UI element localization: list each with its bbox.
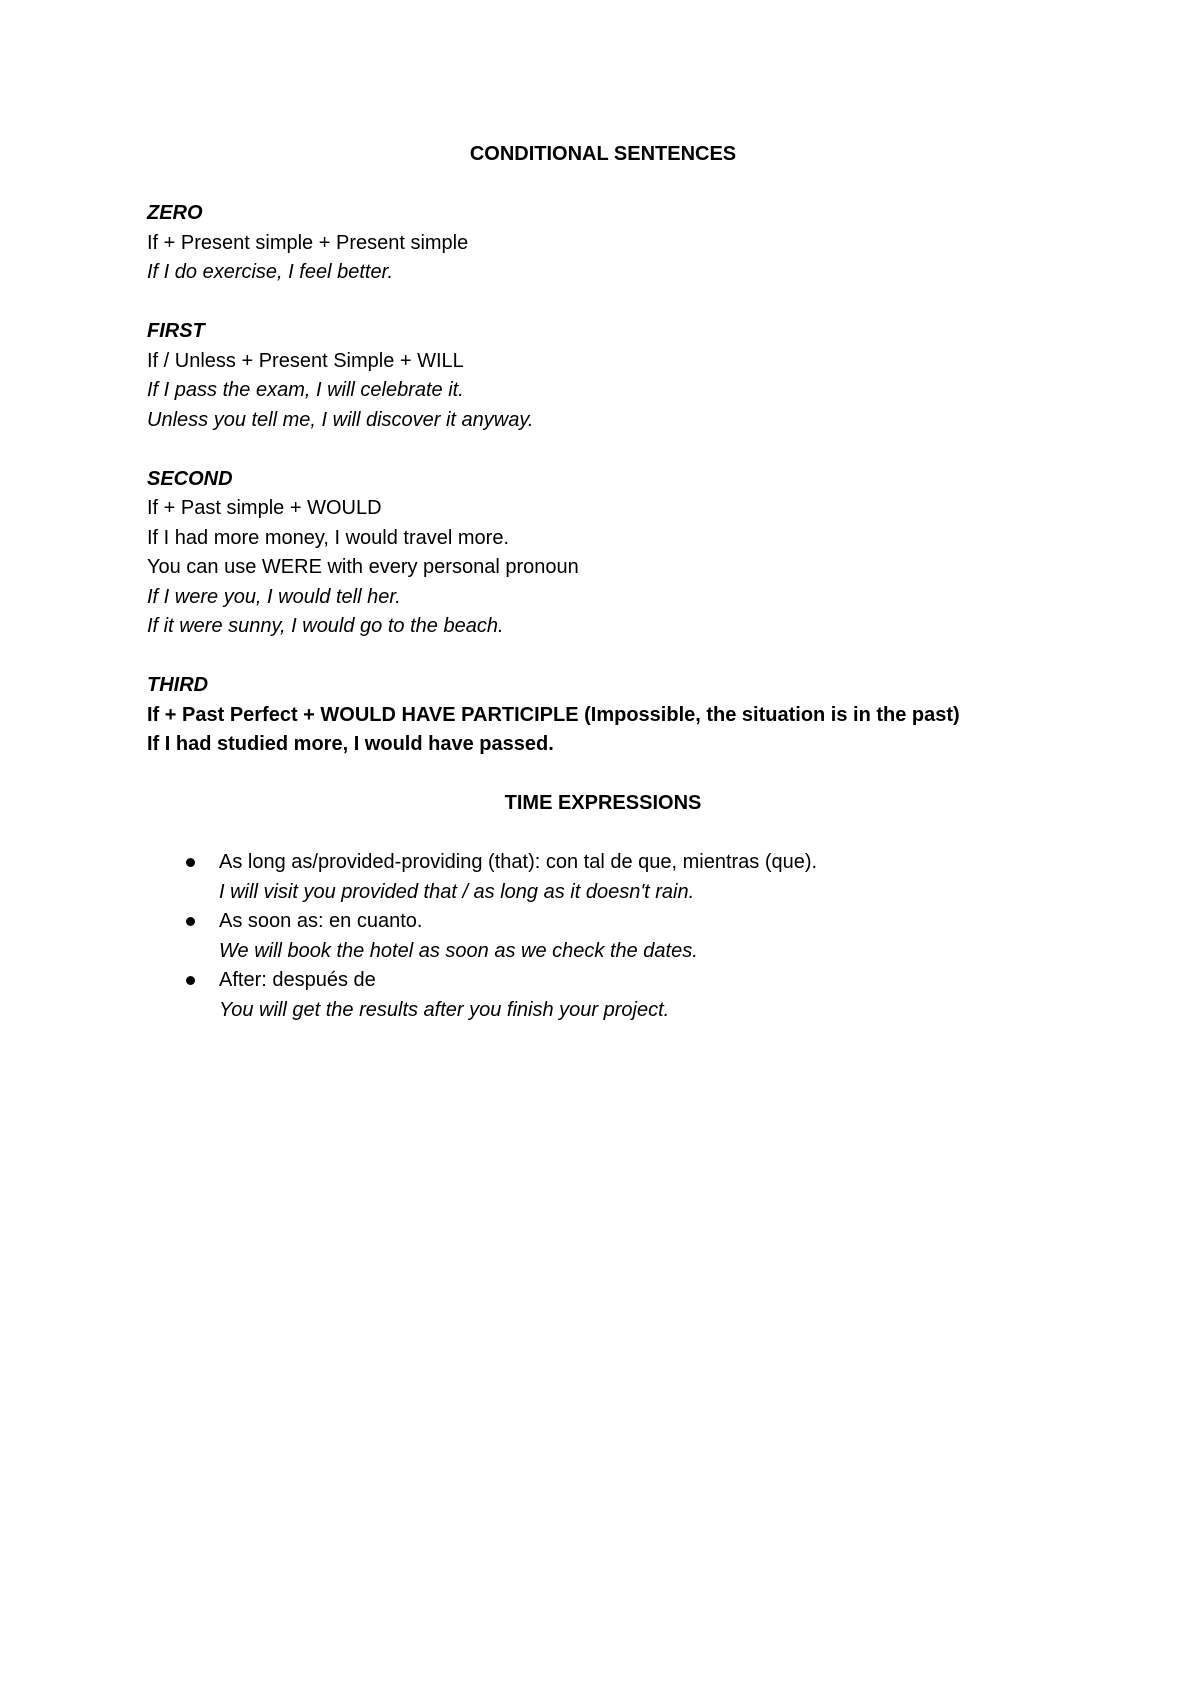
bullet-icon (186, 858, 195, 867)
section-example-plain: If I had more money, I would travel more. (147, 526, 510, 549)
spacer (147, 288, 1077, 318)
section-example: If I pass the exam, I will celebrate it. (147, 379, 464, 401)
time-expression-term: As soon as: en cuanto. (219, 910, 423, 932)
section-heading: SECOND (147, 467, 233, 490)
section-heading: THIRD (147, 674, 209, 696)
section-zero (147, 199, 1077, 288)
document-page (147, 140, 1077, 1025)
section-example: If I were you, I would tell her. (147, 585, 401, 608)
spacer (147, 170, 1077, 200)
list-item (219, 907, 1077, 966)
document-title: CONDITIONAL SENTENCES (469, 143, 737, 165)
list-item (219, 848, 1077, 907)
bullet-icon (186, 917, 195, 926)
spacer (147, 819, 1077, 849)
section-example: If it were sunny, I would go to the beach. (147, 615, 504, 637)
section-formula: If + Present simple + Present simple (147, 231, 469, 254)
list-item (219, 966, 1077, 1025)
time-expression-term: After: después de (219, 969, 376, 991)
time-expression-example: I will visit you provided that / as long as it doesn't rain. (219, 880, 695, 903)
spacer (147, 435, 1077, 465)
section-second (147, 465, 1077, 642)
time-expression-example: You will get the results after you finish your project. (219, 998, 670, 1021)
bullet-icon (186, 976, 195, 985)
section-note: You can use WERE with every personal pronoun (147, 556, 579, 578)
time-expression-term: As long as/provided-providing (that): con tal de que, mientras (que). (219, 851, 818, 873)
time-expressions-list (147, 848, 1077, 1025)
spacer (147, 642, 1077, 672)
section-example: If I had studied more, I would have passed. (147, 733, 554, 755)
section-formula: If + Past simple + WOULD (147, 497, 382, 519)
section-formula: If / Unless + Present Simple + WILL (147, 349, 464, 372)
time-expressions-title: TIME EXPRESSIONS (504, 792, 702, 814)
section-example: Unless you tell me, I will discover it anyway. (147, 408, 534, 431)
section-example: If I do exercise, I feel better. (147, 261, 394, 283)
section-heading: ZERO (147, 202, 203, 224)
section-first (147, 317, 1077, 435)
time-expression-example: We will book the hotel as soon as we check the dates. (219, 939, 698, 962)
section-formula: If + Past Perfect + WOULD HAVE PARTICIPLE (Impossible, the situation is in the past) (147, 703, 960, 726)
spacer (147, 760, 1077, 790)
section-heading: FIRST (147, 320, 205, 342)
section-third (147, 671, 1077, 760)
